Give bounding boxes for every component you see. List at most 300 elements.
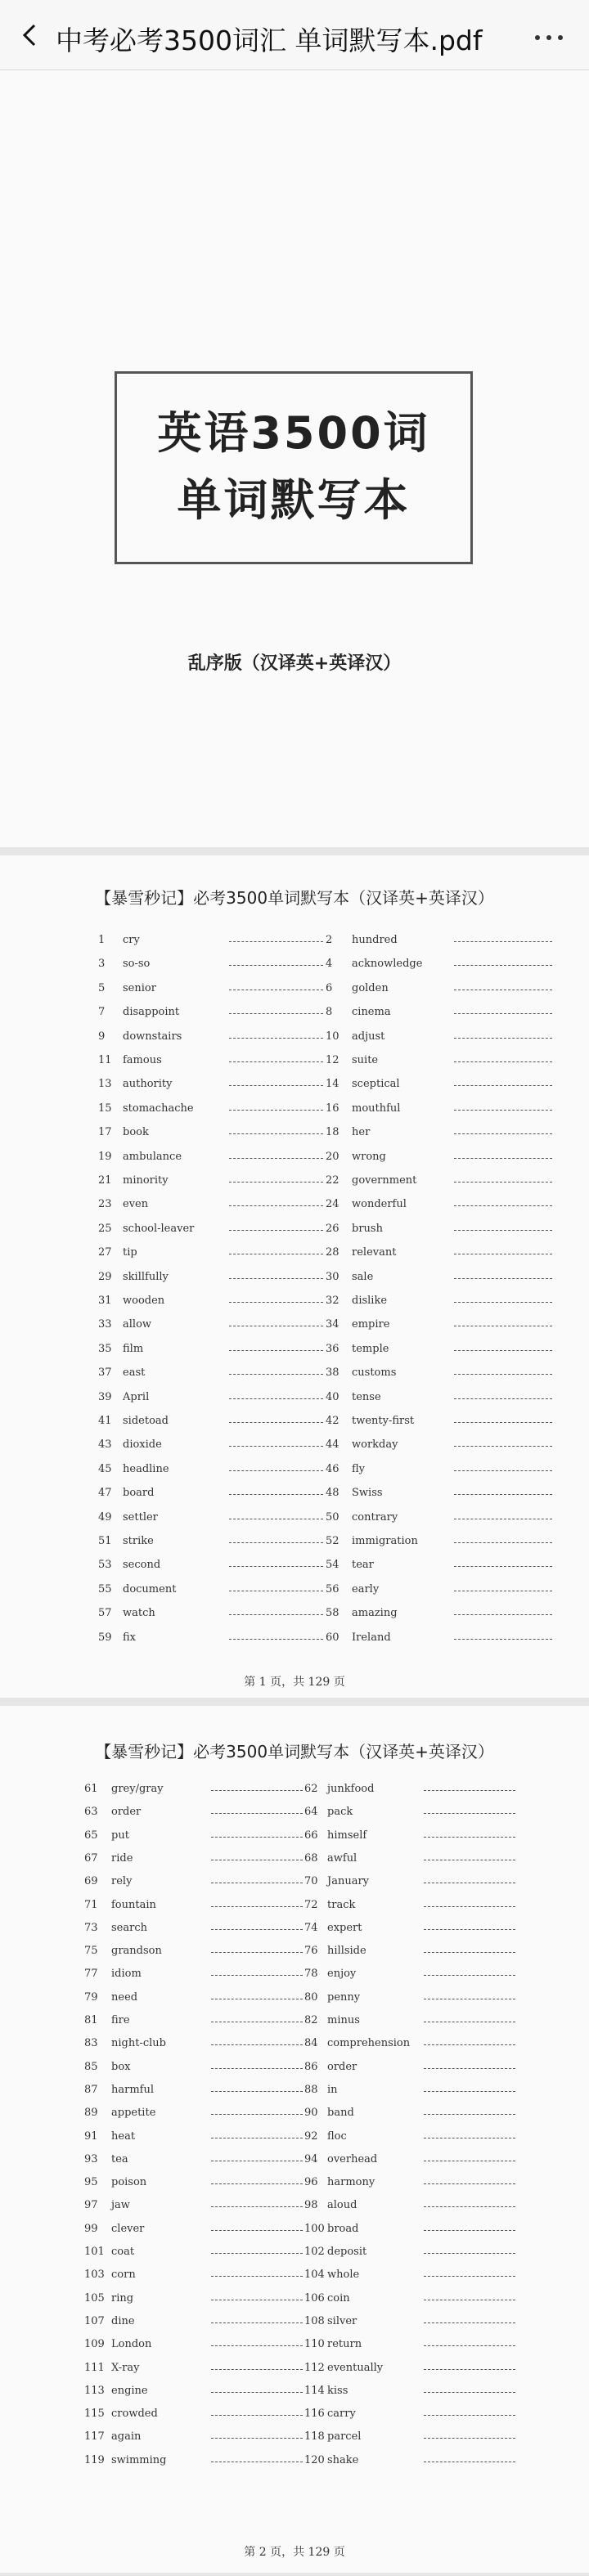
right-word: return: [327, 2338, 362, 2351]
answer-line: [229, 1085, 323, 1086]
pdf-page-1: [0, 855, 589, 1698]
answer-line: [229, 941, 323, 942]
word-row: [0, 1271, 589, 1287]
right-word: sale: [352, 1270, 374, 1283]
answer-line: [424, 2114, 515, 2115]
left-number: 23: [98, 1198, 112, 1211]
right-word: wonderful: [352, 1198, 407, 1211]
left-word: disappoint: [123, 1006, 180, 1019]
right-number: 10: [326, 1030, 339, 1043]
left-word: film: [123, 1342, 144, 1355]
right-word: dislike: [352, 1295, 388, 1307]
right-number: 26: [326, 1222, 339, 1235]
right-word: carry: [327, 2408, 356, 2421]
left-number: 91: [84, 2129, 98, 2143]
right-number: 110: [304, 2338, 325, 2351]
answer-line: [424, 2322, 515, 2323]
word-row: [0, 1078, 589, 1094]
answer-line: [454, 1133, 552, 1134]
answer-line: [229, 1542, 323, 1543]
right-number: 72: [304, 1898, 318, 1911]
left-number: 45: [98, 1462, 112, 1475]
word-row: [0, 2014, 589, 2031]
right-word: deposit: [327, 2246, 367, 2258]
word-row: [0, 1151, 589, 1167]
word-row: [0, 2338, 589, 2354]
left-word: second: [123, 1559, 161, 1572]
right-word: awful: [327, 1851, 357, 1865]
answer-line: [229, 1182, 323, 1183]
word-row: [0, 1875, 589, 1892]
left-word: authority: [123, 1078, 173, 1091]
answer-line: [229, 965, 323, 966]
word-row: [0, 1968, 589, 1984]
answer-line: [229, 1230, 323, 1231]
answer-line: [211, 2369, 303, 2370]
left-word: corn: [111, 2269, 136, 2282]
right-word: in: [327, 2083, 338, 2096]
answer-line: [229, 1038, 323, 1039]
answer-line: [424, 2369, 515, 2370]
right-word: January: [327, 1875, 370, 1888]
left-word: grandson: [111, 1945, 162, 1958]
left-word: swimming: [111, 2453, 167, 2466]
left-word: so-so: [123, 958, 151, 971]
left-number: 35: [98, 1342, 112, 1355]
answer-line: [424, 2253, 515, 2254]
left-word: senior: [123, 981, 156, 994]
word-row: [0, 1391, 589, 1407]
right-number: 14: [326, 1078, 339, 1091]
answer-line: [211, 2438, 303, 2439]
right-word: kiss: [327, 2384, 348, 2397]
answer-line: [229, 1422, 323, 1423]
right-number: 80: [304, 1990, 318, 2004]
right-number: 18: [326, 1126, 339, 1139]
left-number: 31: [98, 1295, 112, 1307]
left-word: poison: [111, 2176, 147, 2189]
right-number: 38: [326, 1367, 339, 1380]
word-row: [0, 2037, 589, 2053]
left-word: grey/gray: [111, 1783, 164, 1795]
answer-line: [229, 1278, 323, 1279]
left-word: jaw: [111, 2199, 130, 2212]
word-row: [0, 1463, 589, 1479]
left-word: book: [123, 1126, 149, 1139]
answer-line: [454, 1302, 552, 1303]
left-word: famous: [123, 1054, 162, 1066]
left-number: 43: [98, 1438, 112, 1452]
right-number: 86: [304, 2060, 318, 2073]
right-number: 44: [326, 1438, 339, 1452]
right-number: 118: [304, 2430, 325, 2444]
right-word: suite: [352, 1054, 379, 1066]
answer-line: [211, 1906, 303, 1907]
answer-line: [211, 1837, 303, 1838]
word-row: [0, 2084, 589, 2100]
answer-line: [229, 1110, 323, 1111]
word-row: [0, 1198, 589, 1214]
answer-line: [229, 1470, 323, 1471]
word-row: [0, 1367, 589, 1383]
answer-line: [424, 2206, 515, 2207]
left-word: heat: [111, 2129, 136, 2143]
right-number: 62: [304, 1783, 318, 1795]
left-word: wooden: [123, 1295, 165, 1307]
word-row: [0, 1174, 589, 1191]
word-row: [0, 2199, 589, 2215]
right-word: band: [327, 2107, 354, 2120]
right-number: 84: [304, 2037, 318, 2050]
left-word: April: [123, 1390, 150, 1403]
answer-line: [229, 1494, 323, 1495]
right-word: brush: [352, 1222, 383, 1235]
answer-line: [454, 1398, 552, 1399]
left-number: 17: [98, 1126, 112, 1139]
left-number: 83: [84, 2037, 98, 2050]
right-word: government: [352, 1174, 417, 1187]
answer-line: [211, 2253, 303, 2254]
left-number: 33: [98, 1318, 112, 1331]
right-number: 22: [326, 1174, 339, 1187]
answer-line: [229, 1158, 323, 1159]
left-word: harmful: [111, 2083, 155, 2096]
word-row: [0, 2061, 589, 2077]
word-row: [0, 1343, 589, 1359]
right-word: broad: [327, 2222, 359, 2235]
top-navigation-bar: [0, 0, 589, 70]
right-number: 90: [304, 2107, 318, 2120]
cover-title-line1: 英语3500词: [157, 407, 430, 459]
left-number: 5: [98, 981, 106, 994]
left-number: 89: [84, 2107, 98, 2120]
answer-line: [424, 2183, 515, 2184]
left-number: 113: [84, 2384, 105, 2397]
left-word: minority: [123, 1174, 169, 1187]
left-number: 29: [98, 1270, 112, 1283]
cover-title-box: [115, 371, 473, 564]
right-word: relevant: [352, 1246, 397, 1259]
right-number: 56: [326, 1582, 339, 1595]
left-word: fountain: [111, 1898, 156, 1911]
answer-line: [454, 1566, 552, 1567]
answer-line: [454, 1013, 552, 1014]
right-word: empire: [352, 1318, 390, 1331]
left-number: 63: [84, 1806, 98, 1819]
left-word: cry: [123, 934, 140, 946]
answer-line: [424, 2415, 515, 2416]
left-word: board: [123, 1487, 155, 1500]
left-number: 21: [98, 1174, 112, 1187]
left-word: fire: [111, 2014, 130, 2026]
word-row: [0, 1583, 589, 1600]
answer-line: [211, 2044, 303, 2045]
right-word: harmony: [327, 2176, 375, 2189]
left-number: 73: [84, 1921, 98, 1934]
answer-line: [424, 2345, 515, 2346]
word-row: [0, 1829, 589, 1846]
left-number: 27: [98, 1246, 112, 1259]
answer-line: [454, 965, 552, 966]
right-number: 66: [304, 1829, 318, 1842]
right-word: mouthful: [352, 1102, 401, 1115]
left-word: put: [111, 1829, 129, 1842]
answer-line: [454, 1494, 552, 1495]
left-word: ring: [111, 2291, 134, 2304]
left-word: settler: [123, 1510, 158, 1524]
right-word: floc: [327, 2129, 347, 2143]
answer-line: [454, 1085, 552, 1086]
left-number: 47: [98, 1487, 112, 1500]
word-row: [0, 1559, 589, 1575]
word-row: [0, 1246, 589, 1263]
answer-line: [211, 1952, 303, 1953]
right-number: 114: [304, 2384, 325, 2397]
right-word: junkfood: [327, 1783, 375, 1795]
answer-line: [229, 1398, 323, 1399]
right-number: 82: [304, 2014, 318, 2026]
right-word: whole: [327, 2269, 360, 2282]
more-dots-icon: [558, 35, 563, 40]
left-number: 103: [84, 2269, 105, 2282]
left-number: 7: [98, 1006, 106, 1019]
answer-line: [454, 1350, 552, 1351]
right-number: 46: [326, 1462, 339, 1475]
left-number: 3: [98, 958, 106, 971]
left-number: 39: [98, 1390, 112, 1403]
answer-line: [211, 2183, 303, 2184]
right-word: order: [327, 2060, 357, 2073]
answer-line: [229, 1374, 323, 1375]
document-title: 中考必考3500词汇 单词默写本.pdf: [56, 25, 483, 56]
left-word: engine: [111, 2384, 148, 2397]
right-number: 2: [326, 934, 333, 946]
right-word: wrong: [352, 1150, 386, 1163]
answer-line: [454, 1422, 552, 1423]
right-word: minus: [327, 2014, 360, 2026]
right-word: hillside: [327, 1945, 366, 1958]
answer-line: [229, 1205, 323, 1206]
answer-line: [211, 2415, 303, 2416]
right-number: 88: [304, 2083, 318, 2096]
pdf-viewer[interactable]: [0, 70, 589, 2576]
right-number: 28: [326, 1246, 339, 1259]
more-dots-icon: [546, 35, 551, 40]
right-number: 74: [304, 1921, 318, 1934]
left-number: 101: [84, 2246, 105, 2258]
left-word: tip: [123, 1246, 137, 1259]
word-row: [0, 1607, 589, 1623]
word-row: [0, 2246, 589, 2262]
right-number: 34: [326, 1318, 339, 1331]
word-row: [0, 1006, 589, 1022]
left-number: 13: [98, 1078, 112, 1091]
left-word: fix: [123, 1631, 137, 1644]
right-number: 78: [304, 1968, 318, 1981]
answer-line: [424, 1952, 515, 1953]
right-number: 48: [326, 1487, 339, 1500]
word-row: [0, 1295, 589, 1311]
left-number: 19: [98, 1150, 112, 1163]
left-number: 95: [84, 2176, 98, 2189]
more-options-button[interactable]: [535, 28, 571, 43]
word-row: [0, 1126, 589, 1142]
answer-line: [454, 1374, 552, 1375]
left-number: 81: [84, 2014, 98, 2026]
word-row: [0, 2315, 589, 2331]
left-number: 97: [84, 2199, 98, 2212]
left-number: 69: [84, 1875, 98, 1888]
word-row: [0, 2153, 589, 2170]
pdf-page-cover: [0, 70, 589, 847]
answer-line: [424, 2230, 515, 2231]
left-word: allow: [123, 1318, 152, 1331]
right-word: amazing: [352, 1607, 398, 1620]
left-number: 67: [84, 1851, 98, 1865]
left-word: east: [123, 1367, 146, 1380]
word-row: [0, 2176, 589, 2192]
right-word: sceptical: [352, 1078, 400, 1091]
left-number: 111: [84, 2361, 105, 2374]
right-number: 92: [304, 2129, 318, 2143]
word-row: [0, 1054, 589, 1070]
right-number: 58: [326, 1607, 339, 1620]
pdf-page-2: [0, 1706, 589, 2573]
left-number: 49: [98, 1510, 112, 1524]
left-word: coat: [111, 2246, 135, 2258]
right-word: her: [352, 1126, 371, 1139]
page-header: 【暴雪秒记】必考3500单词默写本（汉译英+英译汉）: [95, 888, 494, 908]
right-number: 108: [304, 2314, 325, 2327]
right-number: 70: [304, 1875, 318, 1888]
answer-line: [424, 2044, 515, 2045]
word-row: [0, 1438, 589, 1455]
right-number: 64: [304, 1806, 318, 1819]
answer-line: [211, 1790, 303, 1791]
answer-line: [424, 1813, 515, 1814]
left-number: 1: [98, 934, 106, 946]
right-word: cinema: [352, 1006, 391, 1019]
left-number: 59: [98, 1631, 112, 1644]
left-number: 117: [84, 2430, 105, 2444]
right-word: Ireland: [352, 1631, 391, 1644]
word-row: [0, 2130, 589, 2147]
left-number: 87: [84, 2083, 98, 2096]
right-word: Swiss: [352, 1487, 383, 1500]
answer-line: [454, 1639, 552, 1640]
left-word: skillfully: [123, 1270, 169, 1283]
word-row: [0, 1511, 589, 1528]
answer-line: [454, 1278, 552, 1279]
right-word: contrary: [352, 1510, 398, 1524]
left-word: X-ray: [111, 2361, 140, 2374]
right-word: himself: [327, 1829, 367, 1842]
left-number: 107: [84, 2314, 105, 2327]
left-word: ambulance: [123, 1150, 182, 1163]
right-word: comprehension: [327, 2037, 411, 2050]
right-word: tense: [352, 1390, 381, 1403]
answer-line: [454, 1542, 552, 1543]
answer-line: [211, 1929, 303, 1930]
word-row: [0, 2430, 589, 2447]
word-row: [0, 1852, 589, 1869]
answer-line: [424, 1906, 515, 1907]
right-number: 20: [326, 1150, 339, 1163]
right-word: early: [352, 1582, 380, 1595]
right-number: 106: [304, 2291, 325, 2304]
answer-line: [229, 1639, 323, 1640]
left-number: 93: [84, 2152, 98, 2165]
right-word: eventually: [327, 2361, 384, 2374]
left-word: downstairs: [123, 1030, 182, 1043]
word-row: [0, 1945, 589, 1961]
cover-title-line2: 单词默写本: [177, 474, 411, 526]
more-dots-icon: [535, 35, 540, 40]
right-word: customs: [352, 1367, 397, 1380]
word-row: [0, 1535, 589, 1551]
left-word: idiom: [111, 1968, 142, 1981]
left-number: 53: [98, 1559, 112, 1572]
answer-line: [424, 1837, 515, 1838]
right-number: 104: [304, 2269, 325, 2282]
left-number: 11: [98, 1054, 112, 1066]
word-row: [0, 2408, 589, 2424]
right-word: tear: [352, 1559, 374, 1572]
answer-line: [211, 2276, 303, 2277]
answer-line: [211, 2345, 303, 2346]
answer-line: [229, 1614, 323, 1615]
back-button[interactable]: [16, 21, 44, 49]
left-number: 51: [98, 1535, 112, 1547]
left-word: headline: [123, 1462, 169, 1475]
page-header: 【暴雪秒记】必考3500单词默写本（汉译英+英译汉）: [95, 1742, 494, 1761]
answer-line: [454, 1614, 552, 1615]
left-number: 37: [98, 1367, 112, 1380]
right-number: 40: [326, 1390, 339, 1403]
answer-line: [211, 2392, 303, 2393]
left-number: 79: [84, 1990, 98, 2004]
right-number: 60: [326, 1631, 339, 1644]
right-word: penny: [327, 1990, 361, 2004]
right-number: 52: [326, 1535, 339, 1547]
left-word: document: [123, 1582, 177, 1595]
left-number: 15: [98, 1102, 112, 1115]
answer-line: [211, 2206, 303, 2207]
left-word: box: [111, 2060, 131, 2073]
left-number: 77: [84, 1968, 98, 1981]
right-word: hundred: [352, 934, 398, 946]
answer-line: [424, 1790, 515, 1791]
left-number: 109: [84, 2338, 105, 2351]
left-word: rely: [111, 1875, 133, 1888]
chevron-left-icon: [16, 21, 44, 49]
left-word: tea: [111, 2152, 128, 2165]
word-row: [0, 1806, 589, 1822]
right-number: 112: [304, 2361, 325, 2374]
left-word: sidetoad: [123, 1415, 169, 1427]
word-row: [0, 2292, 589, 2309]
word-row: [0, 1318, 589, 1335]
right-word: shake: [327, 2453, 359, 2466]
right-number: 116: [304, 2408, 325, 2421]
right-number: 68: [304, 1851, 318, 1865]
left-word: need: [111, 1990, 138, 2004]
left-word: stomachache: [123, 1102, 194, 1115]
answer-line: [211, 2068, 303, 2069]
left-word: night-club: [111, 2037, 166, 2050]
right-number: 102: [304, 2246, 325, 2258]
answer-line: [229, 1013, 323, 1014]
